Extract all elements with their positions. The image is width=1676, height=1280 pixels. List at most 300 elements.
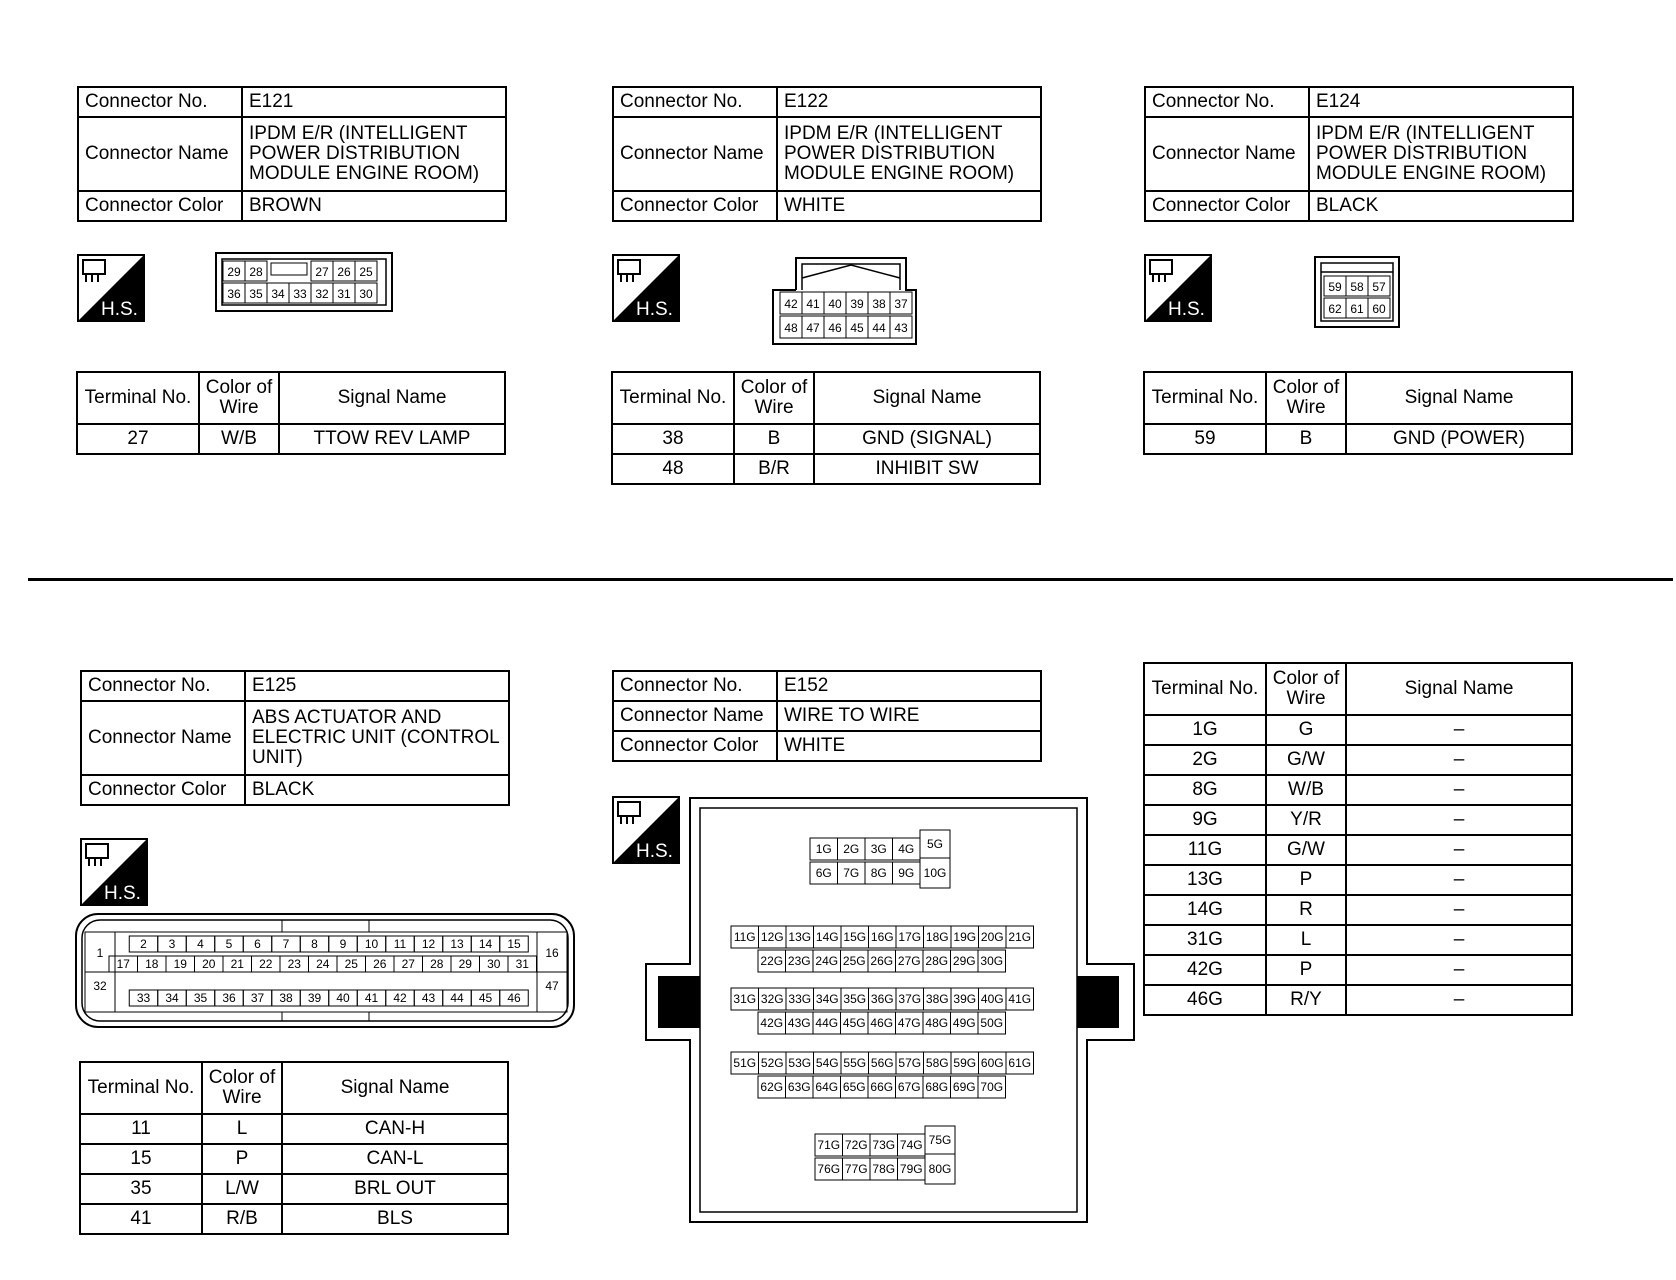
table-row: [1144, 895, 1572, 925]
connector-no-value: E125: [245, 671, 509, 701]
connector-info-e152: [612, 670, 1042, 762]
pin: 78G: [872, 1162, 896, 1176]
pin: 19G: [953, 930, 977, 944]
pin: 58G: [925, 1056, 949, 1070]
pin: 26: [337, 265, 351, 279]
pin: 33: [136, 991, 151, 1005]
wire-color: B/R: [734, 454, 814, 484]
pin: 32: [93, 979, 107, 993]
pin: 26G: [870, 954, 894, 968]
pin: 73G: [872, 1138, 896, 1152]
color-of-wire-header: [202, 1062, 282, 1114]
hs-label: H.S.: [1168, 299, 1205, 320]
pin: 6G: [815, 866, 832, 880]
name-line: MODULE ENGINE ROOM): [1316, 163, 1547, 184]
signal-name: INHIBIT SW: [814, 454, 1040, 484]
pin: 50G: [980, 1016, 1004, 1030]
pin: 5: [225, 937, 233, 951]
wire-color: R/Y: [1266, 985, 1346, 1015]
table-row: [612, 424, 1040, 454]
pin: 33G: [788, 992, 812, 1006]
pin: 35G: [843, 992, 867, 1006]
signal-name: –: [1346, 745, 1572, 775]
pin: 47: [806, 321, 820, 335]
pin: 31G: [733, 992, 757, 1006]
name-line: ABS ACTUATOR AND: [252, 707, 442, 728]
terminal-table-e125: [79, 1061, 509, 1235]
pin: 23: [287, 957, 301, 971]
pin: 23G: [787, 954, 811, 968]
terminal-no: 15: [80, 1144, 202, 1174]
pin: 27G: [897, 954, 921, 968]
pin: 46G: [870, 1016, 894, 1030]
pin: 47: [545, 979, 559, 993]
pin: 4G: [898, 842, 915, 856]
pin: 30: [487, 957, 501, 971]
signal-name: GND (POWER): [1346, 424, 1572, 454]
table-row: [1144, 775, 1572, 805]
pin: 26: [373, 957, 387, 971]
terminal-table-e124: [1143, 371, 1573, 455]
wire-color: P: [1266, 865, 1346, 895]
connector-no-label: Connector No.: [613, 671, 777, 701]
pin: 80G: [928, 1162, 952, 1176]
table-row: [80, 1174, 508, 1204]
pin: 46: [507, 991, 521, 1005]
connector-no-value: E124: [1309, 87, 1573, 117]
pin: 43G: [787, 1016, 811, 1030]
pin: 21G: [1008, 930, 1032, 944]
pin: 40: [336, 991, 350, 1005]
signal-name: –: [1346, 985, 1572, 1015]
connector-no-value: E122: [777, 87, 1041, 117]
connector-name-label: Connector Name: [78, 117, 242, 191]
table-row: [1144, 805, 1572, 835]
signal-name: CAN-H: [282, 1114, 508, 1144]
terminal-no: 1G: [1144, 715, 1266, 745]
pin: 22: [259, 957, 273, 971]
terminal-no: 9G: [1144, 805, 1266, 835]
wire-color: L: [1266, 925, 1346, 955]
pin: 69G: [952, 1080, 976, 1094]
pin: 43: [421, 991, 436, 1005]
pin: 56G: [870, 1056, 894, 1070]
pin: 35: [193, 991, 208, 1005]
name-line: IPDM E/R (INTELLIGENT: [784, 123, 1003, 144]
pin: 40G: [980, 992, 1004, 1006]
wire-color: G: [1266, 715, 1346, 745]
pin: 45: [478, 991, 493, 1005]
pin: 2G: [843, 842, 860, 856]
pin: 16G: [870, 930, 894, 944]
pin: 51G: [733, 1056, 757, 1070]
wire-color: W/B: [199, 424, 279, 454]
signal-name-header: Signal Name: [814, 372, 1040, 424]
terminal-no: 8G: [1144, 775, 1266, 805]
connector-color-value: BROWN: [242, 191, 506, 221]
pin: 57: [1372, 280, 1386, 294]
terminal-no: 59: [1144, 424, 1266, 454]
pin: 37: [894, 297, 908, 311]
name-line: MODULE ENGINE ROOM): [784, 163, 1015, 184]
pin: 38: [279, 991, 293, 1005]
signal-name: –: [1346, 925, 1572, 955]
pin: 3: [168, 937, 176, 951]
pin: 70G: [980, 1080, 1004, 1094]
connector-face-e124: [1314, 256, 1404, 330]
pin: 34: [165, 991, 179, 1005]
connector-no-label: Connector No.: [613, 87, 777, 117]
pin: 58: [1350, 280, 1364, 294]
name-line: POWER DISTRIBUTION: [249, 143, 461, 164]
pin: 63G: [787, 1080, 811, 1094]
pin: 59G: [953, 1056, 977, 1070]
pin: 11: [393, 937, 407, 951]
pin: 10: [364, 937, 379, 951]
terminal-no: 14G: [1144, 895, 1266, 925]
connector-color-label: Connector Color: [78, 191, 242, 221]
pin: 15: [507, 937, 521, 951]
pin: 36: [227, 287, 241, 301]
terminal-no-header: Terminal No.: [612, 372, 734, 424]
header-line: Wire: [754, 397, 794, 418]
pin: 14: [478, 937, 493, 951]
terminal-table-e122: [611, 371, 1041, 485]
pin: 52G: [760, 1056, 784, 1070]
pin: 7G: [843, 866, 860, 880]
pin: 20G: [980, 930, 1004, 944]
pin: 7: [282, 937, 290, 951]
pin: 29: [227, 265, 241, 279]
table-row: [1144, 424, 1572, 454]
connector-color-value: BLACK: [245, 775, 509, 805]
connector-info-e125: [80, 670, 510, 806]
signal-name: –: [1346, 715, 1572, 745]
pin: 42: [393, 991, 407, 1005]
pin: 28G: [925, 954, 949, 968]
connector-name-value: [245, 701, 509, 775]
connector-name-label: Connector Name: [613, 701, 777, 731]
pin: 42: [784, 297, 798, 311]
name-line: IPDM E/R (INTELLIGENT: [249, 123, 468, 144]
table-row: [612, 454, 1040, 484]
signal-name-header: Signal Name: [282, 1062, 508, 1114]
terminal-no: 31G: [1144, 925, 1266, 955]
connector-face-e125: [75, 912, 577, 1030]
connector-name-value: [242, 117, 506, 191]
pin: 39: [307, 991, 322, 1005]
connector-name-value: [1309, 117, 1573, 191]
connector-color-label: Connector Color: [81, 775, 245, 805]
connector-no-value: E152: [777, 671, 1041, 701]
connector-color-value: BLACK: [1309, 191, 1573, 221]
pin: 31: [337, 287, 351, 301]
header-line: Color of: [1272, 668, 1340, 689]
wire-color: B: [734, 424, 814, 454]
connector-name-label: Connector Name: [1145, 117, 1309, 191]
section-divider: [28, 578, 1673, 581]
pin: 53G: [788, 1056, 812, 1070]
signal-name: –: [1346, 865, 1572, 895]
color-of-wire-header: [734, 372, 814, 424]
pin: 15G: [843, 930, 867, 944]
wire-color: P: [202, 1144, 282, 1174]
header-line: Color of: [205, 377, 273, 398]
pin: 62: [1328, 302, 1342, 316]
pin: 28: [249, 265, 263, 279]
pin: 67G: [897, 1080, 921, 1094]
terminal-no: 2G: [1144, 745, 1266, 775]
pin: 38: [872, 297, 886, 311]
pin: 31: [515, 957, 529, 971]
pin: 34: [271, 287, 285, 301]
pin: 12G: [760, 930, 784, 944]
harness-side-icon: [77, 254, 145, 322]
pin: 13: [450, 937, 464, 951]
terminal-no: 48: [612, 454, 734, 484]
pin: 19: [173, 957, 187, 971]
pin: 34G: [815, 992, 839, 1006]
pin: 44G: [815, 1016, 839, 1030]
name-line: IPDM E/R (INTELLIGENT: [1316, 123, 1535, 144]
name-line: MODULE ENGINE ROOM): [249, 163, 480, 184]
header-line: Color of: [208, 1067, 276, 1088]
hs-label: H.S.: [636, 299, 673, 320]
connector-face-e122: [772, 256, 932, 346]
harness-side-icon: [80, 838, 148, 906]
connector-info-e124: [1144, 86, 1574, 222]
pin: 12: [421, 937, 436, 951]
pin: 20: [202, 957, 216, 971]
harness-side-icon: [1144, 254, 1212, 322]
pin: 9: [339, 937, 347, 951]
signal-name: –: [1346, 775, 1572, 805]
pin: 14G: [815, 930, 839, 944]
connector-color-label: Connector Color: [1145, 191, 1309, 221]
pin: 55G: [843, 1056, 867, 1070]
pin: 77G: [844, 1162, 868, 1176]
color-of-wire-header: [199, 372, 279, 424]
hs-label: H.S.: [636, 841, 673, 862]
pin: 27: [315, 265, 329, 279]
pin: 33: [293, 287, 307, 301]
signal-name-header: Signal Name: [1346, 372, 1572, 424]
signal-name: BRL OUT: [282, 1174, 508, 1204]
terminal-table-e152: [1143, 662, 1573, 1016]
terminal-no: 13G: [1144, 865, 1266, 895]
hs-label: H.S.: [101, 299, 138, 320]
table-row: [80, 1144, 508, 1174]
wire-color: G/W: [1266, 835, 1346, 865]
pin: 18: [145, 957, 159, 971]
pin: 66G: [870, 1080, 894, 1094]
terminal-no: 42G: [1144, 955, 1266, 985]
signal-name-header: Signal Name: [1346, 663, 1572, 715]
wire-color: Y/R: [1266, 805, 1346, 835]
pin: 32: [315, 287, 329, 301]
pin: 57G: [898, 1056, 922, 1070]
header-line: Wire: [1286, 397, 1326, 418]
pin: 48: [784, 321, 798, 335]
pin: 39G: [953, 992, 977, 1006]
wire-color: R/B: [202, 1204, 282, 1234]
table-row: [1144, 715, 1572, 745]
terminal-no: 35: [80, 1174, 202, 1204]
terminal-no-header: Terminal No.: [80, 1062, 202, 1114]
signal-name: GND (SIGNAL): [814, 424, 1040, 454]
pin: 6: [254, 937, 261, 951]
terminal-no: 27: [77, 424, 199, 454]
pin: 32G: [760, 992, 784, 1006]
pin: 5G: [926, 837, 944, 851]
table-row: [80, 1114, 508, 1144]
connector-no-label: Connector No.: [81, 671, 245, 701]
terminal-no: 41: [80, 1204, 202, 1234]
pin: 37: [250, 991, 265, 1005]
pin: 41: [806, 297, 820, 311]
wire-color: P: [1266, 955, 1346, 985]
pin: 40: [828, 297, 842, 311]
signal-name: –: [1346, 895, 1572, 925]
pin: 60G: [980, 1056, 1004, 1070]
connector-color-value: WHITE: [777, 731, 1041, 761]
name-line: UNIT): [252, 747, 303, 768]
connector-info-e121: [77, 86, 507, 222]
signal-name: CAN-L: [282, 1144, 508, 1174]
pin: 16: [545, 946, 559, 960]
header-line: Wire: [222, 1087, 262, 1108]
pin: 41G: [1008, 992, 1032, 1006]
pin: 25: [359, 265, 373, 279]
pin: 3G: [870, 842, 887, 856]
pin: 76G: [817, 1162, 841, 1176]
terminal-no-header: Terminal No.: [1144, 663, 1266, 715]
table-row: [80, 1204, 508, 1234]
connector-color-label: Connector Color: [613, 731, 777, 761]
pin: 68G: [925, 1080, 949, 1094]
pin: 29: [458, 957, 472, 971]
connector-color-label: Connector Color: [613, 191, 777, 221]
pin: 4: [197, 937, 204, 951]
connector-no-value: E121: [242, 87, 506, 117]
connector-no-label: Connector No.: [78, 87, 242, 117]
pin: 25: [344, 957, 358, 971]
pin: 9G: [898, 866, 915, 880]
pin: 21: [230, 957, 244, 971]
pin: 27: [401, 957, 415, 971]
pin: 17: [116, 957, 130, 971]
pin: 43: [894, 321, 908, 335]
terminal-no-header: Terminal No.: [77, 372, 199, 424]
pin: 79G: [899, 1162, 923, 1176]
wire-color: L/W: [202, 1174, 282, 1204]
terminal-no: 38: [612, 424, 734, 454]
terminal-no-header: Terminal No.: [1144, 372, 1266, 424]
color-of-wire-header: [1266, 372, 1346, 424]
pin: 74G: [899, 1138, 923, 1152]
pin: 29G: [952, 954, 976, 968]
pin: 36G: [870, 992, 894, 1006]
pin: 28: [430, 957, 444, 971]
pin: 60: [1372, 302, 1386, 316]
name-line: POWER DISTRIBUTION: [1316, 143, 1528, 164]
connector-name-value: WIRE TO WIRE: [777, 701, 1041, 731]
harness-side-icon: [612, 254, 680, 322]
terminal-no: 46G: [1144, 985, 1266, 1015]
table-row: [1144, 835, 1572, 865]
pin: 1: [96, 946, 104, 960]
pin: 39: [850, 297, 864, 311]
terminal-table-e121: [76, 371, 506, 455]
pin: 46: [828, 321, 842, 335]
connector-face-e152: [645, 796, 1135, 1226]
pin: 62G: [760, 1080, 784, 1094]
pin: 17G: [898, 930, 922, 944]
pin: 2: [140, 937, 147, 951]
pin: 11G: [733, 930, 756, 944]
connector-name-label: Connector Name: [81, 701, 245, 775]
name-line: POWER DISTRIBUTION: [784, 143, 996, 164]
pin: 24: [316, 957, 330, 971]
pin: 8G: [870, 866, 887, 880]
pin: 24G: [815, 954, 839, 968]
table-row: [1144, 745, 1572, 775]
signal-name: BLS: [282, 1204, 508, 1234]
pin: 41: [364, 991, 379, 1005]
header-line: Wire: [1286, 688, 1326, 709]
pin: 22G: [760, 954, 784, 968]
pin: 37G: [898, 992, 922, 1006]
connector-name-label: Connector Name: [613, 117, 777, 191]
pin: 71G: [817, 1138, 841, 1152]
table-row: [1144, 985, 1572, 1015]
signal-name: –: [1346, 835, 1572, 865]
pin: 13G: [788, 930, 812, 944]
pin: 25G: [842, 954, 866, 968]
pin: 47G: [897, 1016, 921, 1030]
table-row: [1144, 865, 1572, 895]
signal-name: –: [1346, 805, 1572, 835]
pin: 45G: [842, 1016, 866, 1030]
pin: 72G: [844, 1138, 868, 1152]
pin: 18G: [925, 930, 949, 944]
pin: 36: [222, 991, 236, 1005]
pin: 38G: [925, 992, 949, 1006]
pin: 44: [872, 321, 886, 335]
pin: 54G: [815, 1056, 839, 1070]
header-line: Color of: [740, 377, 808, 398]
terminal-no: 11: [80, 1114, 202, 1144]
pin: 61: [1350, 302, 1364, 316]
pin: 59: [1328, 280, 1342, 294]
wire-color: R: [1266, 895, 1346, 925]
pin: 61G: [1008, 1056, 1032, 1070]
connector-no-label: Connector No.: [1145, 87, 1309, 117]
terminal-no: 11G: [1144, 835, 1266, 865]
connector-name-value: [777, 117, 1041, 191]
header-line: Wire: [219, 397, 259, 418]
pin: 1G: [815, 842, 832, 856]
wire-color: B: [1266, 424, 1346, 454]
pin: 75G: [928, 1133, 952, 1147]
table-row: [1144, 955, 1572, 985]
pin: 35: [249, 287, 263, 301]
pin: 30G: [980, 954, 1004, 968]
pin: 45: [850, 321, 864, 335]
pin: 10G: [923, 866, 947, 880]
pin: 64G: [815, 1080, 839, 1094]
pin: 44: [450, 991, 464, 1005]
